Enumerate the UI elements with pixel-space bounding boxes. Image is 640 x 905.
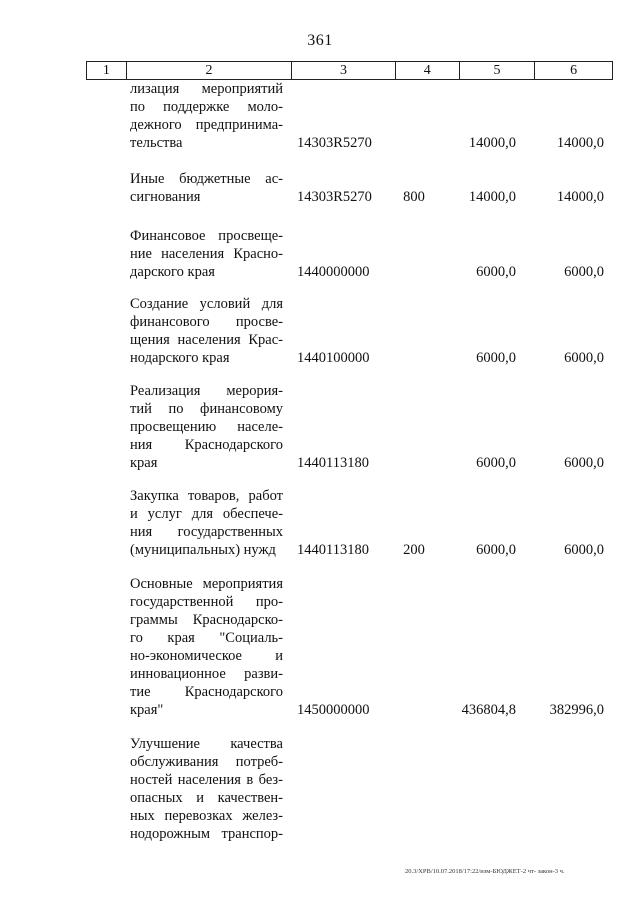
row-name-line: ностей населения в без- [130,772,283,788]
row-code: 1440113180 [297,455,369,471]
header-col-6: 6 [570,63,578,78]
row-name-line: граммы Краснодарско- [130,612,283,628]
row-name-line: края [130,455,158,471]
row-expense-type: 200 [403,542,425,558]
row-code: 14303R5270 [297,135,372,151]
row-name [130,295,283,367]
row-name-line: но-экономическое и [130,648,283,664]
row-value-col5: 6000,0 [476,264,516,280]
row-code: 1440100000 [297,350,370,366]
row-name [130,735,283,843]
row-name-line: ния государственных [130,524,283,540]
row-value-col5: 6000,0 [476,350,516,366]
row-name-line: нодарского края [130,350,230,366]
row-name-line: обслуживания потреб- [130,754,283,770]
row-name-line: тельства [130,135,183,151]
row-value-col6: 6000,0 [564,542,604,558]
row-value-col5: 436804,8 [461,702,516,718]
row-name-line: тий по финансовому [130,401,283,417]
row-value-col6: 6000,0 [564,264,604,280]
row-name-line: и услуг для обеспече- [130,506,283,522]
row-name-line: ных перевозках желез- [130,808,283,824]
table-header [86,61,613,80]
row-name-line: Финансовое просвеще- [130,228,283,244]
row-name-line: государственной про- [130,594,283,610]
row-name-line: Закупка товаров, работ [130,488,283,504]
row-value-col6: 6000,0 [564,350,604,366]
row-name [130,382,283,472]
row-name [130,170,283,206]
row-name-line: просвещению населе- [130,419,283,435]
header-col-1: 1 [87,62,127,79]
header-col-2: 2 [127,62,292,79]
row-value-col6: 14000,0 [556,135,604,151]
row-value-col5: 14000,0 [468,135,516,151]
row-name-line: опасных и качествен- [130,790,283,806]
row-name [130,575,283,719]
row-code: 14303R5270 [297,189,372,205]
row-code: 1450000000 [297,702,370,718]
row-name-line: сигнования [130,189,201,205]
header-col-5: 5 [460,62,536,79]
row-expense-type: 800 [403,189,425,205]
row-value-col5: 14000,0 [468,189,516,205]
row-name-line: дарского края [130,264,215,280]
row-name-line: Создание условий для [130,296,283,312]
row-name-line: финансового просве- [130,314,283,330]
row-value-col5: 6000,0 [476,542,516,558]
row-name-line: (муниципальных) нужд [130,542,276,558]
row-name-line: инновационное разви- [130,666,283,682]
row-name-line: Улучшение качества [130,736,283,752]
header-col-4: 4 [396,62,460,79]
row-name-line: лизация мероприятий [130,81,283,97]
row-name [130,227,283,281]
row-name-line: ние населения Красно- [130,246,283,262]
row-name-line: ния Краснодарского [130,437,283,453]
row-name-line: щения населения Крас- [130,332,283,348]
header-col-3: 3 [292,62,396,79]
row-name-line: Основные мероприятия [130,576,283,592]
row-code: 1440113180 [297,542,369,558]
page-number: 361 [307,32,333,49]
row-value-col6: 382996,0 [549,702,604,718]
row-name-line: по поддержке моло- [130,99,283,115]
footer-note: 20.3/ХРВ/10.07.2018/17:22/изм-БЮДЖЕТ-2 чт- закон-3 ч. [405,868,565,875]
row-name-line: Иные бюджетные ас- [130,171,283,187]
row-name [130,80,283,152]
row-value-col5: 6000,0 [476,455,516,471]
row-name-line: го края "Социаль- [130,630,283,646]
row-name-line: тие Краснодарского [130,684,283,700]
row-name [130,487,283,559]
row-name-line: края" [130,702,164,718]
row-code: 1440000000 [297,264,370,280]
row-name-line: Реализация мероpия- [130,383,283,399]
row-value-col6: 6000,0 [564,455,604,471]
row-name-line: дежного предпринима- [130,117,283,133]
row-name-line: нодорожным транспор- [130,826,283,842]
row-value-col6: 14000,0 [556,189,604,205]
